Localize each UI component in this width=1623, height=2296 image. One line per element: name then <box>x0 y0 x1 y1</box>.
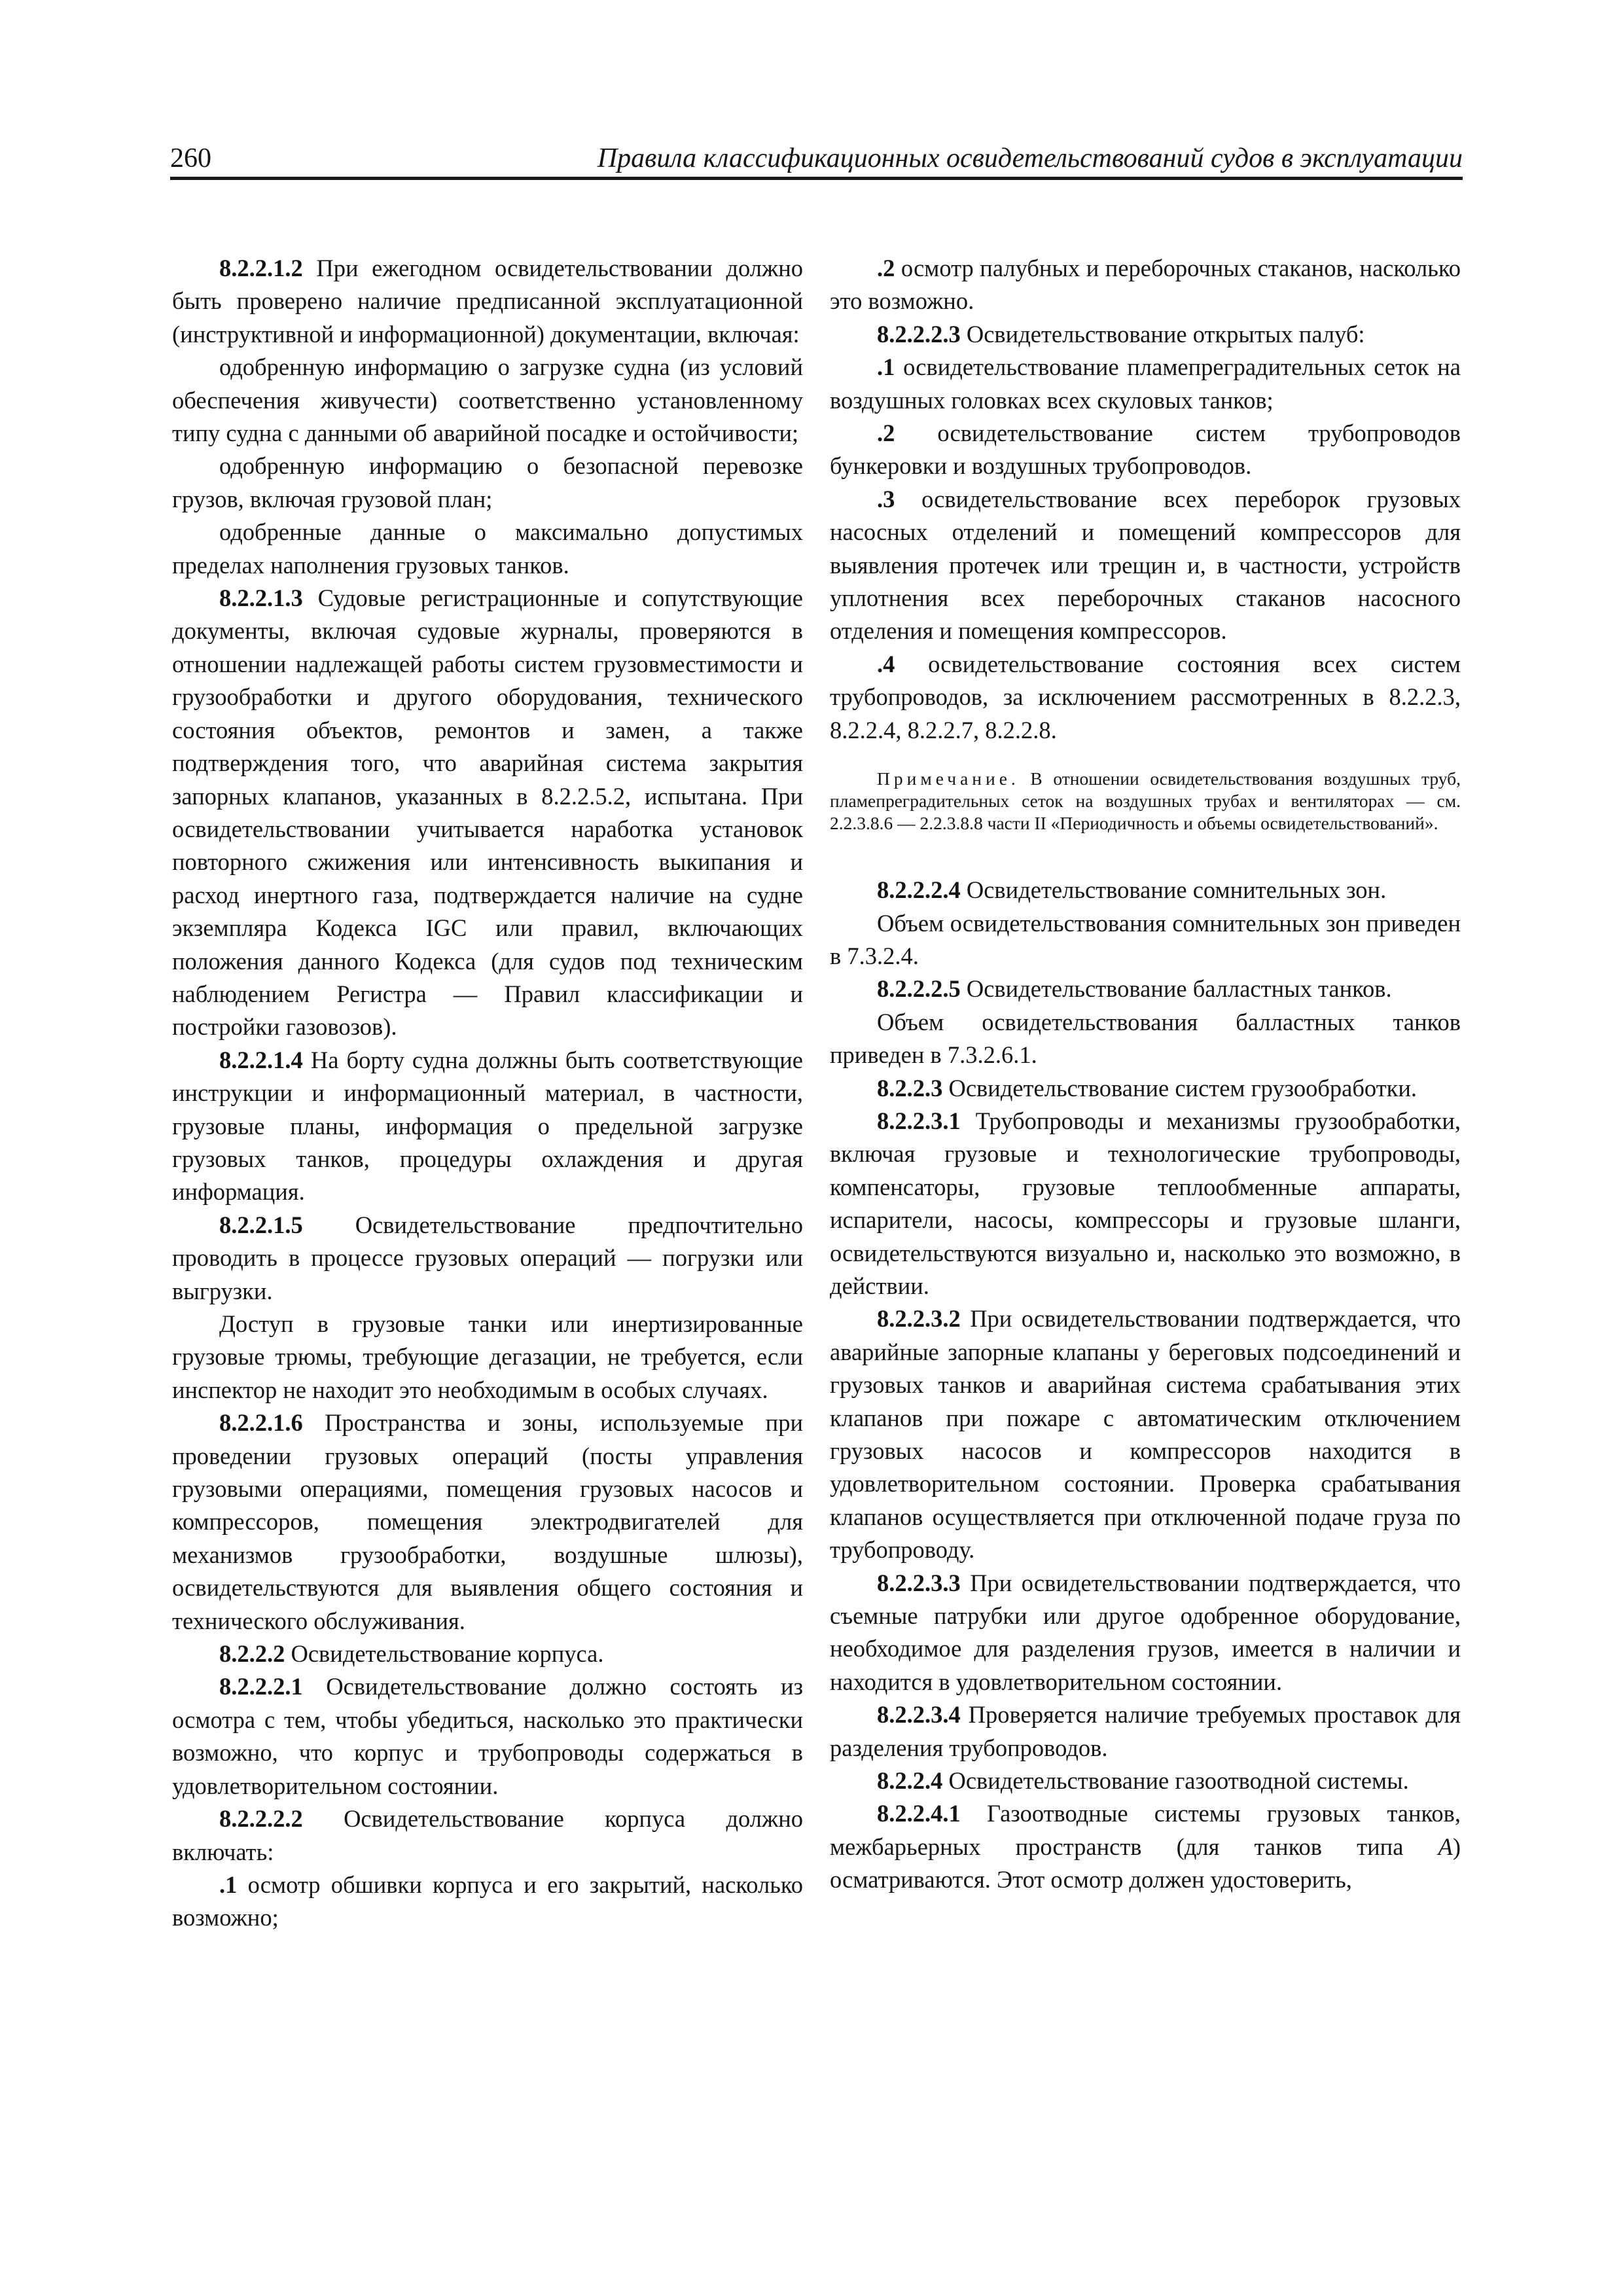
item-number: .1 <box>877 353 895 381</box>
clause-number: 8.2.2.3.3 <box>877 1569 961 1596</box>
paragraph-text: Судовые регистрационные и сопутствующие документы, включая судовые журналы, проверяются в отношении надлежащей работы систем грузовместимости и грузообработки и другого оборудования, технического состояния объектов, ремонтов и замен, а также подтверждения того, что аварийная система закрытия запорных клапанов, указанных в 8.2.2.5.2, испытана. При освидетельствовании учитывается наработка установок повторного сжижения или интенсивность выкипания и расход инертного газа, подтверждается наличие на судне экземпляра Кодекса IGC или правил, включающих положения данного Кодекса (для судов под техническим наблюдением Регистра — Правил классификации и постройки газовозов). <box>172 584 803 1041</box>
paragraph <box>830 1006 1461 1072</box>
paragraph-8-2-2-2-3 <box>830 318 1461 351</box>
paragraph-text: При освидетельствовании подтверждается, что аварийные запорные клапаны у береговых подсоединений и грузовых танков и аварийная система срабатывания этих клапанов при пожаре с автоматическим отключением грузовых насосов и компрессоров находится в удовлетворительном состоянии. Проверка срабатывания клапанов осуществляется при отключенной подаче груза по трубопроводу. <box>830 1305 1461 1564</box>
paragraph-text: освидетельствование всех переборок грузовых насосных отделений и помещений компрессоров для выявления протечек или трещин и, в частности, устройств уплотнения всех переборочных стаканов насосного отделения и помещения компрессоров. <box>830 485 1461 645</box>
list-item-3 <box>830 483 1461 648</box>
clause-number: 8.2.2.3 <box>877 1074 943 1102</box>
paragraph-8-2-2-1-5 <box>172 1209 803 1308</box>
paragraph-text: Проверяется наличие требуемых проставок для разделения трубопроводов. <box>830 1701 1461 1761</box>
clause-number: 8.2.2.4 <box>877 1767 943 1795</box>
paragraph-8-2-2-3-3 <box>830 1567 1461 1699</box>
paragraph-8-2-2-3-1 <box>830 1105 1461 1302</box>
item-number: .1 <box>219 1871 238 1898</box>
paragraph-text: Освидетельствование сомнительных зон. <box>960 876 1387 904</box>
paragraph-text: Освидетельствование корпуса должно включать: <box>172 1805 803 1865</box>
note-label: Примечание. <box>877 768 1020 789</box>
paragraph-text: одобренную информацию о загрузке судна (из условий обеспечения живучести) соответственно установленному типу судна с данными об аварийной посадке и остойчивости; <box>172 353 803 447</box>
paragraph-8-2-2-3-4 <box>830 1698 1461 1765</box>
item-number: .2 <box>877 420 895 447</box>
paragraph-text: Освидетельствование открытых палуб: <box>960 320 1365 348</box>
paragraph-text: Освидетельствование балластных танков. <box>960 975 1392 1003</box>
paragraph-8-2-2-4-1 <box>830 1797 1461 1896</box>
clause-number: 8.2.2.2.4 <box>877 876 961 904</box>
list-item-1 <box>172 1869 803 1935</box>
clause-number: 8.2.2.2 <box>219 1640 285 1668</box>
paragraph-8-2-2-2 <box>172 1638 803 1670</box>
list-item <box>172 516 803 582</box>
clause-number: 8.2.2.1.5 <box>219 1211 303 1238</box>
paragraph-text-tail: ) осматриваются. Этот осмотр должен удостоверить, <box>830 1833 1461 1893</box>
list-item-2 <box>830 417 1461 483</box>
paragraph-text: При ежегодном освидетельствовании должно быть проверено наличие предписанной эксплуатационной (инструктивной и информационной) документации, включая: <box>172 255 803 348</box>
right-column <box>830 252 1461 1897</box>
paragraph-text: осмотр палубных и переборочных стаканов, насколько это возможно. <box>830 255 1461 315</box>
paragraph-8-2-2-4 <box>830 1765 1461 1797</box>
header-rule <box>170 177 1463 180</box>
paragraph-text: освидетельствование пламепреградительных сеток на воздушных головках всех скуловых танков; <box>830 353 1461 414</box>
paragraph-text: На борту судна должны быть соответствующие инструкции и информационный материал, в частности, грузовые планы, информация о предельной загрузке грузовых танков, процедуры охлаждения и другая информация. <box>172 1046 803 1206</box>
list-item-1 <box>830 351 1461 417</box>
clause-number: 8.2.2.2.5 <box>877 975 961 1003</box>
paragraph-text: Газоотводные системы грузовых танков, межбарьерных пространств (для танков типа <box>830 1800 1461 1860</box>
paragraph-8-2-2-2-5 <box>830 973 1461 1005</box>
item-number: .2 <box>877 255 895 281</box>
paragraph-text: Объем освидетельствования балластных танков приведен в 7.3.2.6.1. <box>830 1008 1461 1069</box>
item-number: .3 <box>877 485 895 512</box>
paragraph-text: освидетельствование состояния всех систем трубопроводов, за исключением рассмотренных в 8.2.2.3, 8.2.2.4, 8.2.2.7, 8.2.2.8. <box>830 650 1461 744</box>
clause-number: 8.2.2.4.1 <box>877 1800 961 1827</box>
clause-number: 8.2.2.2.1 <box>219 1673 303 1700</box>
page-header <box>170 141 1463 180</box>
running-title: Правила классификационных освидетельствований судов в эксплуатации <box>597 143 1463 173</box>
paragraph-8-2-2-2-4 <box>830 874 1461 906</box>
paragraph-8-2-2-2-2 <box>172 1803 803 1869</box>
paragraph-text: освидетельствование систем трубопроводов бункеровки и воздушных трубопроводов. <box>830 420 1461 480</box>
paragraph-text: Объем освидетельствования сомнительных зон приведен в 7.3.2.4. <box>830 909 1461 969</box>
paragraph-text: Освидетельствование должно состоять из осмотра с тем, чтобы убедиться, насколько это практически возможно, что корпус и трубопроводы содержаться в удовлетворительном состоянии. <box>172 1673 803 1799</box>
paragraph-text: одобренные данные о максимально допустимых пределах наполнения грузовых танков. <box>172 518 803 579</box>
paragraph-8-2-2-3-2 <box>830 1302 1461 1566</box>
paragraph-text: Доступ в грузовые танки или инертизированные грузовые трюмы, требующие дегазации, не требуется, если инспектор не находит это необходимым в особых случаях. <box>172 1310 803 1403</box>
paragraph-text: Освидетельствование предпочтительно проводить в процессе грузовых операций — погрузки или выгрузки. <box>172 1211 803 1304</box>
paragraph-8-2-2-3 <box>830 1072 1461 1105</box>
left-column <box>172 252 803 1935</box>
paragraph-8-2-2-1-2 <box>172 252 803 351</box>
list-item <box>172 450 803 516</box>
paragraph-text: осмотр обшивки корпуса и его закрытий, насколько возможно; <box>172 1871 803 1931</box>
clause-number: 8.2.2.1.2 <box>219 255 303 281</box>
paragraph-8-2-2-1-3 <box>172 582 803 1044</box>
clause-number: 8.2.2.1.6 <box>219 1409 303 1437</box>
note <box>830 768 1461 834</box>
list-item-4 <box>830 648 1461 747</box>
paragraph <box>830 907 1461 973</box>
paragraph-text: При освидетельствовании подтверждается, что съемные патрубки или другое одобренное оборудование, необходимое для разделения грузов, имеется в наличии и находится в удовлетворительном состоянии. <box>830 1569 1461 1695</box>
clause-number: 8.2.2.1.3 <box>219 584 303 612</box>
paragraph-8-2-2-1-4 <box>172 1044 803 1209</box>
clause-number: 8.2.2.2.2 <box>219 1805 303 1833</box>
paragraph-8-2-2-1-6 <box>172 1407 803 1638</box>
tank-type-letter: А <box>1438 1833 1453 1860</box>
clause-number: 8.2.2.3.2 <box>877 1305 961 1333</box>
paragraph-text: Освидетельствование корпуса. <box>285 1640 604 1668</box>
paragraph-text: Пространства и зоны, используемые при проведении грузовых операций (посты управления грузовыми операциями, помещения грузовых насосов и компрессоров, помещения электродвигателей для механизмов грузообработки, воздушные шлюзы), освидетельствуются для выявления общего состояния и технического обслуживания. <box>172 1409 803 1634</box>
item-number: .4 <box>877 650 895 677</box>
paragraph-text: одобренную информацию о безопасной перевозке грузов, включая грузовой план; <box>172 452 803 512</box>
note-text: В отношении освидетельствования воздушных труб, пламепреградительных сеток на воздушных трубах и вентиляторах — см. 2.2.3.8.6 — 2.2.3.8.8 части II «Периодичность и объемы освидетельствований». <box>830 768 1461 834</box>
paragraph-8-2-2-2-1 <box>172 1670 803 1803</box>
list-item-2 <box>830 252 1461 318</box>
paragraph <box>172 1308 803 1407</box>
clause-number: 8.2.2.3.4 <box>877 1701 961 1729</box>
paragraph-text: Освидетельствование газоотводной системы. <box>942 1767 1409 1795</box>
clause-number: 8.2.2.3.1 <box>877 1107 961 1134</box>
paragraph-text: Освидетельствование систем грузообработки. <box>942 1074 1418 1102</box>
page-number: 260 <box>170 143 211 173</box>
clause-number: 8.2.2.2.3 <box>877 320 961 348</box>
list-item <box>172 351 803 450</box>
paragraph-text: Трубопроводы и механизмы грузообработки, включая грузовые и технологические трубопроводы, компенсаторы, грузовые теплообменные аппараты, испарители, насосы, компрессоры и грузовые шланги, освидетельствуются визуально и, насколько это возможно, в действии. <box>830 1107 1461 1299</box>
clause-number: 8.2.2.1.4 <box>219 1046 303 1073</box>
